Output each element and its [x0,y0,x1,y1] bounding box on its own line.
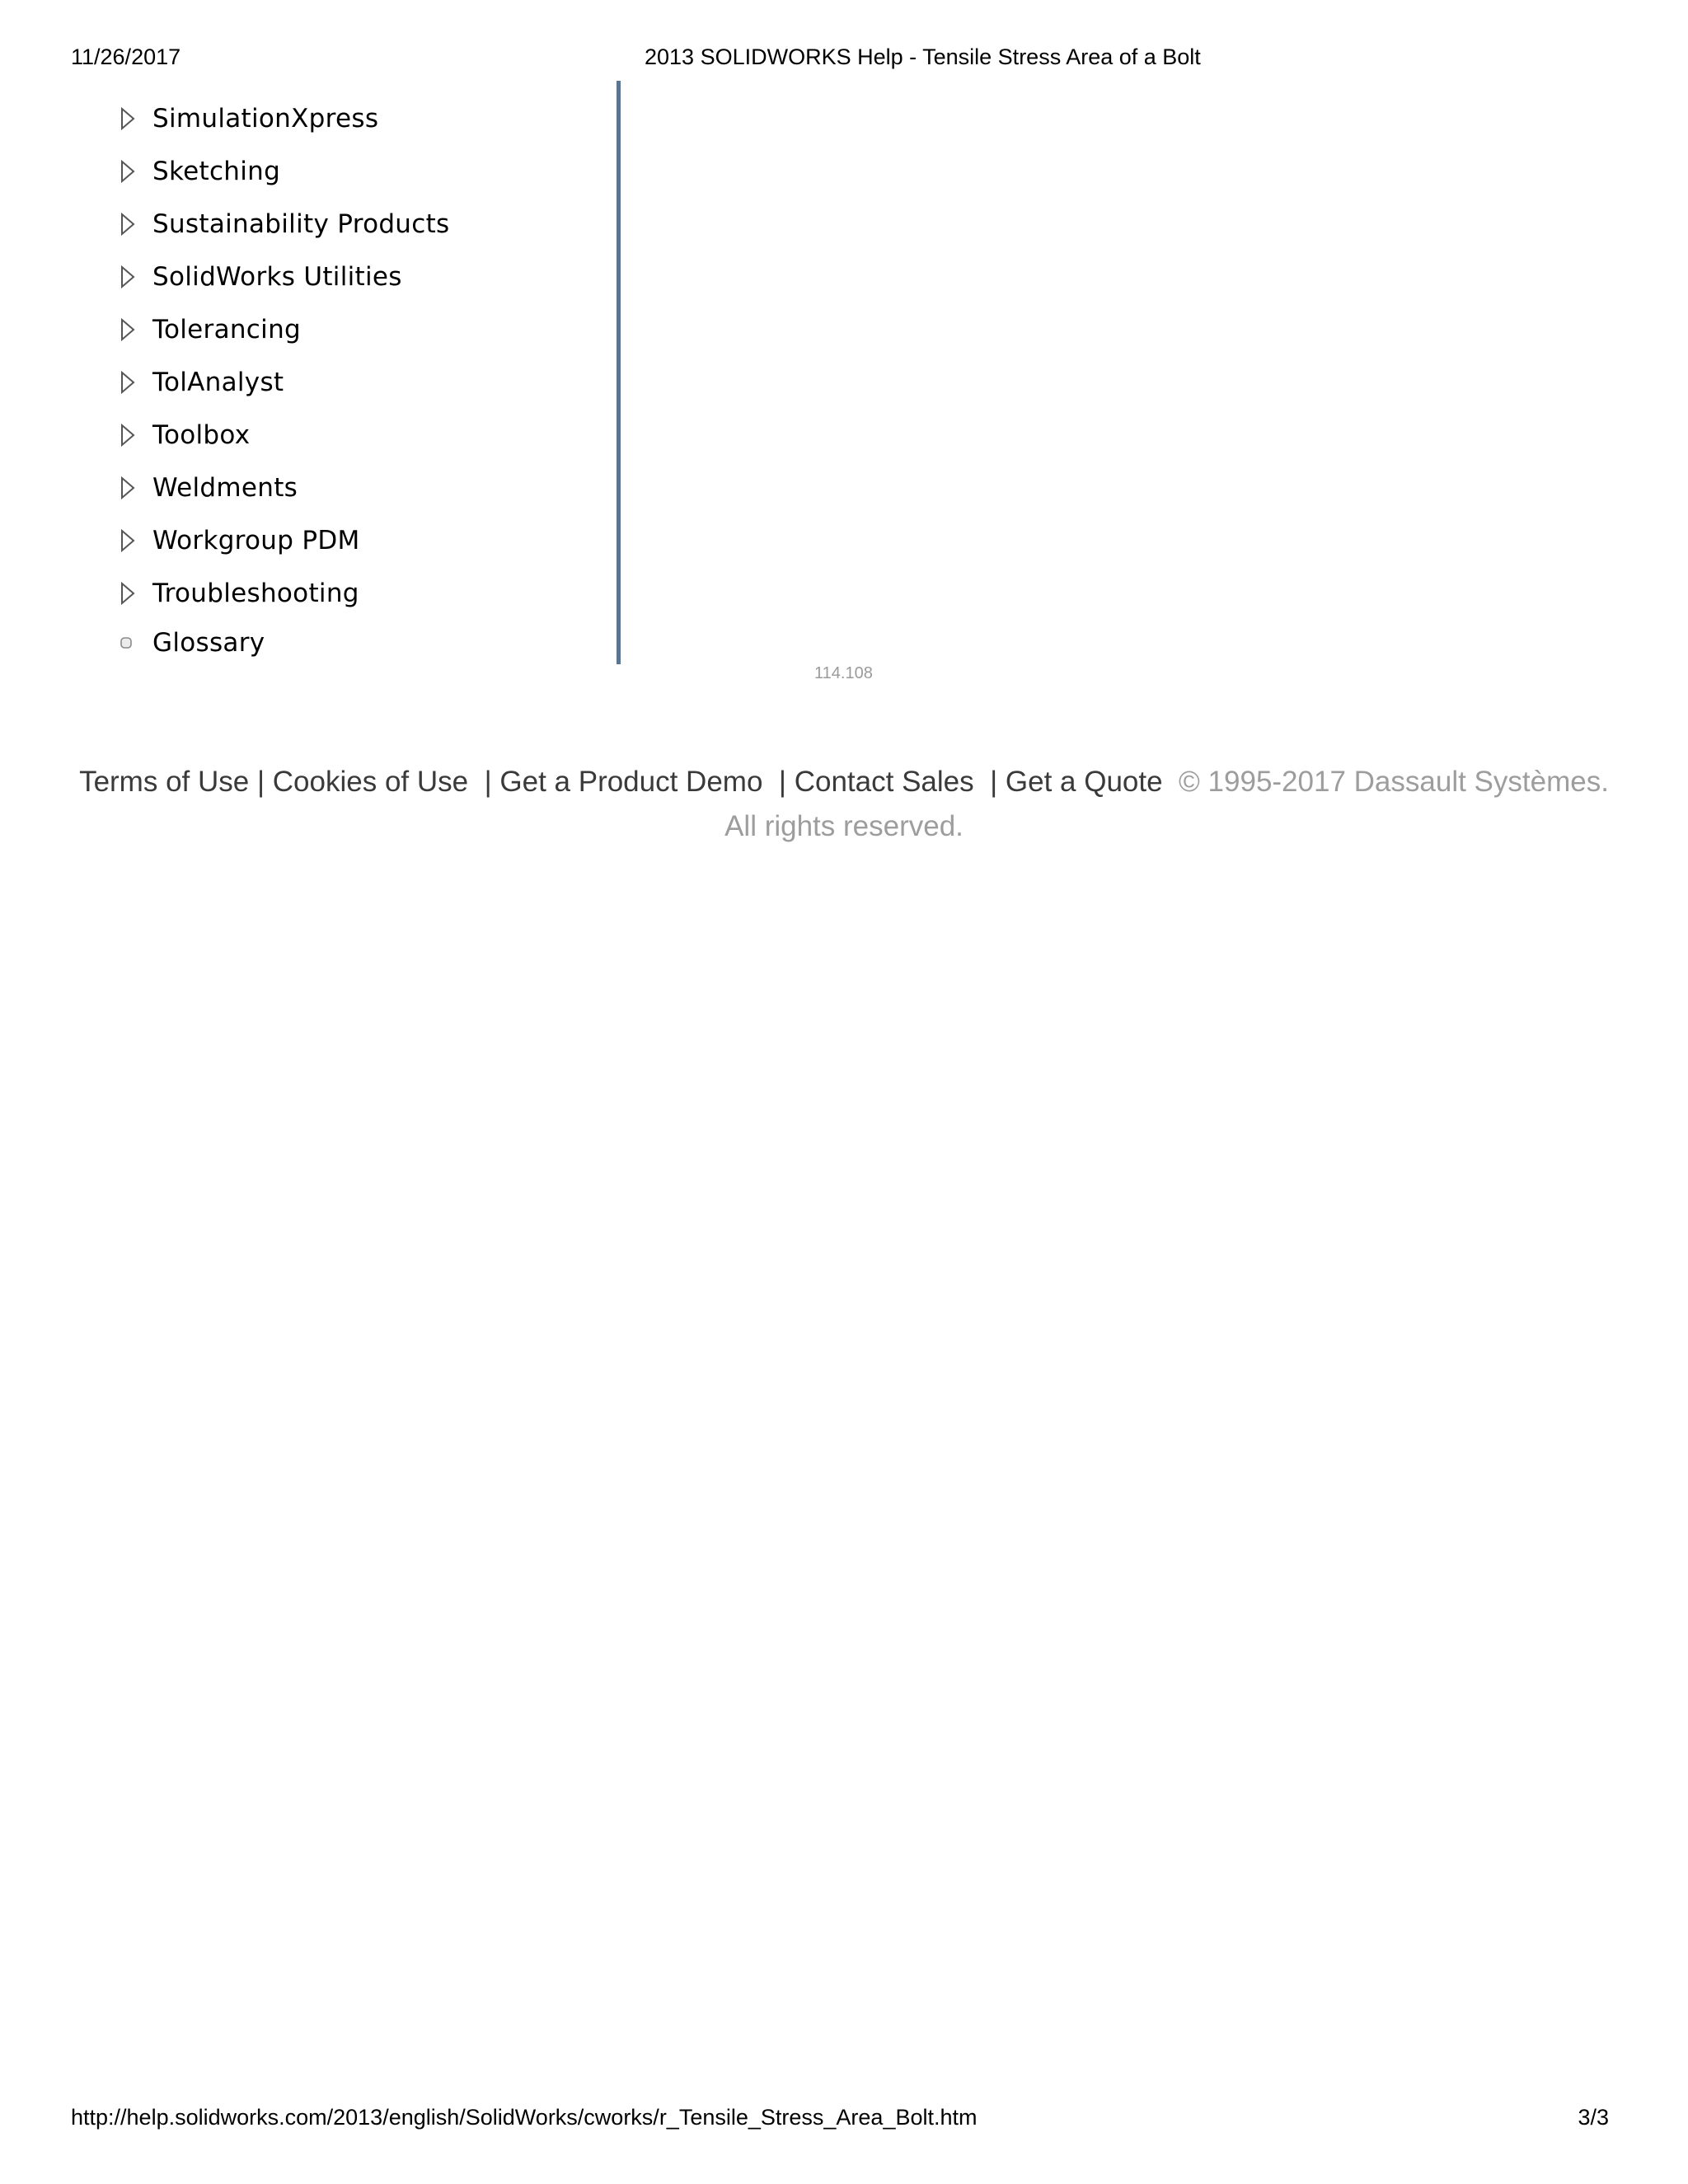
toc-item-sustainability-products[interactable] [115,198,610,251]
toc-item-label[interactable]: SimulationXpress [152,104,379,134]
toc-item-tolanalyst[interactable] [115,356,610,409]
expand-triangle-icon[interactable] [120,317,136,342]
toc-item-weldments[interactable] [115,462,610,514]
bullet-icon [120,636,133,649]
print-footer-url: http://help.solidworks.com/2013/english/SolidWorks/cworks/r_Tensile_Stress_Area_Bolt.htm [71,2105,978,2130]
toc-item-simulationxpress[interactable] [115,92,610,145]
toc-item-solidworks-utilities[interactable] [115,251,610,303]
expand-triangle-icon[interactable] [120,476,136,500]
build-number: 114.108 [814,664,873,682]
contact-sales-link[interactable]: Contact Sales [794,766,974,798]
toc-item-label[interactable]: Glossary [152,628,265,658]
toc-item-label[interactable]: Tolerancing [152,315,301,344]
print-header-date: 11/26/2017 [71,45,181,69]
table-of-contents [115,92,610,666]
expand-triangle-icon[interactable] [120,159,136,184]
print-header-title: 2013 SOLIDWORKS Help - Tensile Stress Area of a Bolt [645,45,1201,69]
expand-triangle-icon[interactable] [120,423,136,448]
pane-divider[interactable] [617,81,621,664]
get-product-demo-link[interactable]: Get a Product Demo [499,766,763,798]
expand-triangle-icon[interactable] [120,212,136,237]
site-footer [66,760,1622,849]
toc-item-tolerancing[interactable] [115,303,610,356]
toc-item-sketching[interactable] [115,145,610,198]
expand-triangle-icon[interactable] [120,528,136,553]
footer-separator: | [778,766,786,798]
footer-separator: | [990,766,998,798]
get-a-quote-link[interactable]: Get a Quote [1005,766,1163,798]
footer-separator: | [256,766,265,798]
toc-item-label[interactable]: SolidWorks Utilities [152,262,402,292]
toc-item-label[interactable]: Sketching [152,157,281,186]
toc-item-toolbox[interactable] [115,409,610,462]
toc-item-label[interactable]: Troubleshooting [152,579,359,608]
cookies-of-use-link[interactable]: Cookies of Use [272,766,469,798]
toc-item-label[interactable]: Weldments [152,473,298,503]
toc-item-label[interactable]: Sustainability Products [152,209,450,239]
toc-item-label[interactable]: TolAnalyst [152,368,284,397]
toc-item-workgroup-pdm[interactable] [115,514,610,567]
expand-triangle-icon[interactable] [120,265,136,289]
expand-triangle-icon[interactable] [120,581,136,606]
toc-item-label[interactable]: Toolbox [152,420,251,450]
copyright-notice: © 1995-2017 Dassault Systèmes. All rights reserved. [724,766,1609,842]
footer-separator: | [484,766,492,798]
print-footer-page-number: 3/3 [1578,2105,1609,2130]
toc-item-label[interactable]: Workgroup PDM [152,526,360,555]
expand-triangle-icon[interactable] [120,106,136,131]
expand-triangle-icon[interactable] [120,370,136,395]
toc-item-glossary[interactable] [115,620,610,666]
terms-of-use-link[interactable]: Terms of Use [79,766,250,798]
toc-item-troubleshooting[interactable] [115,567,610,620]
